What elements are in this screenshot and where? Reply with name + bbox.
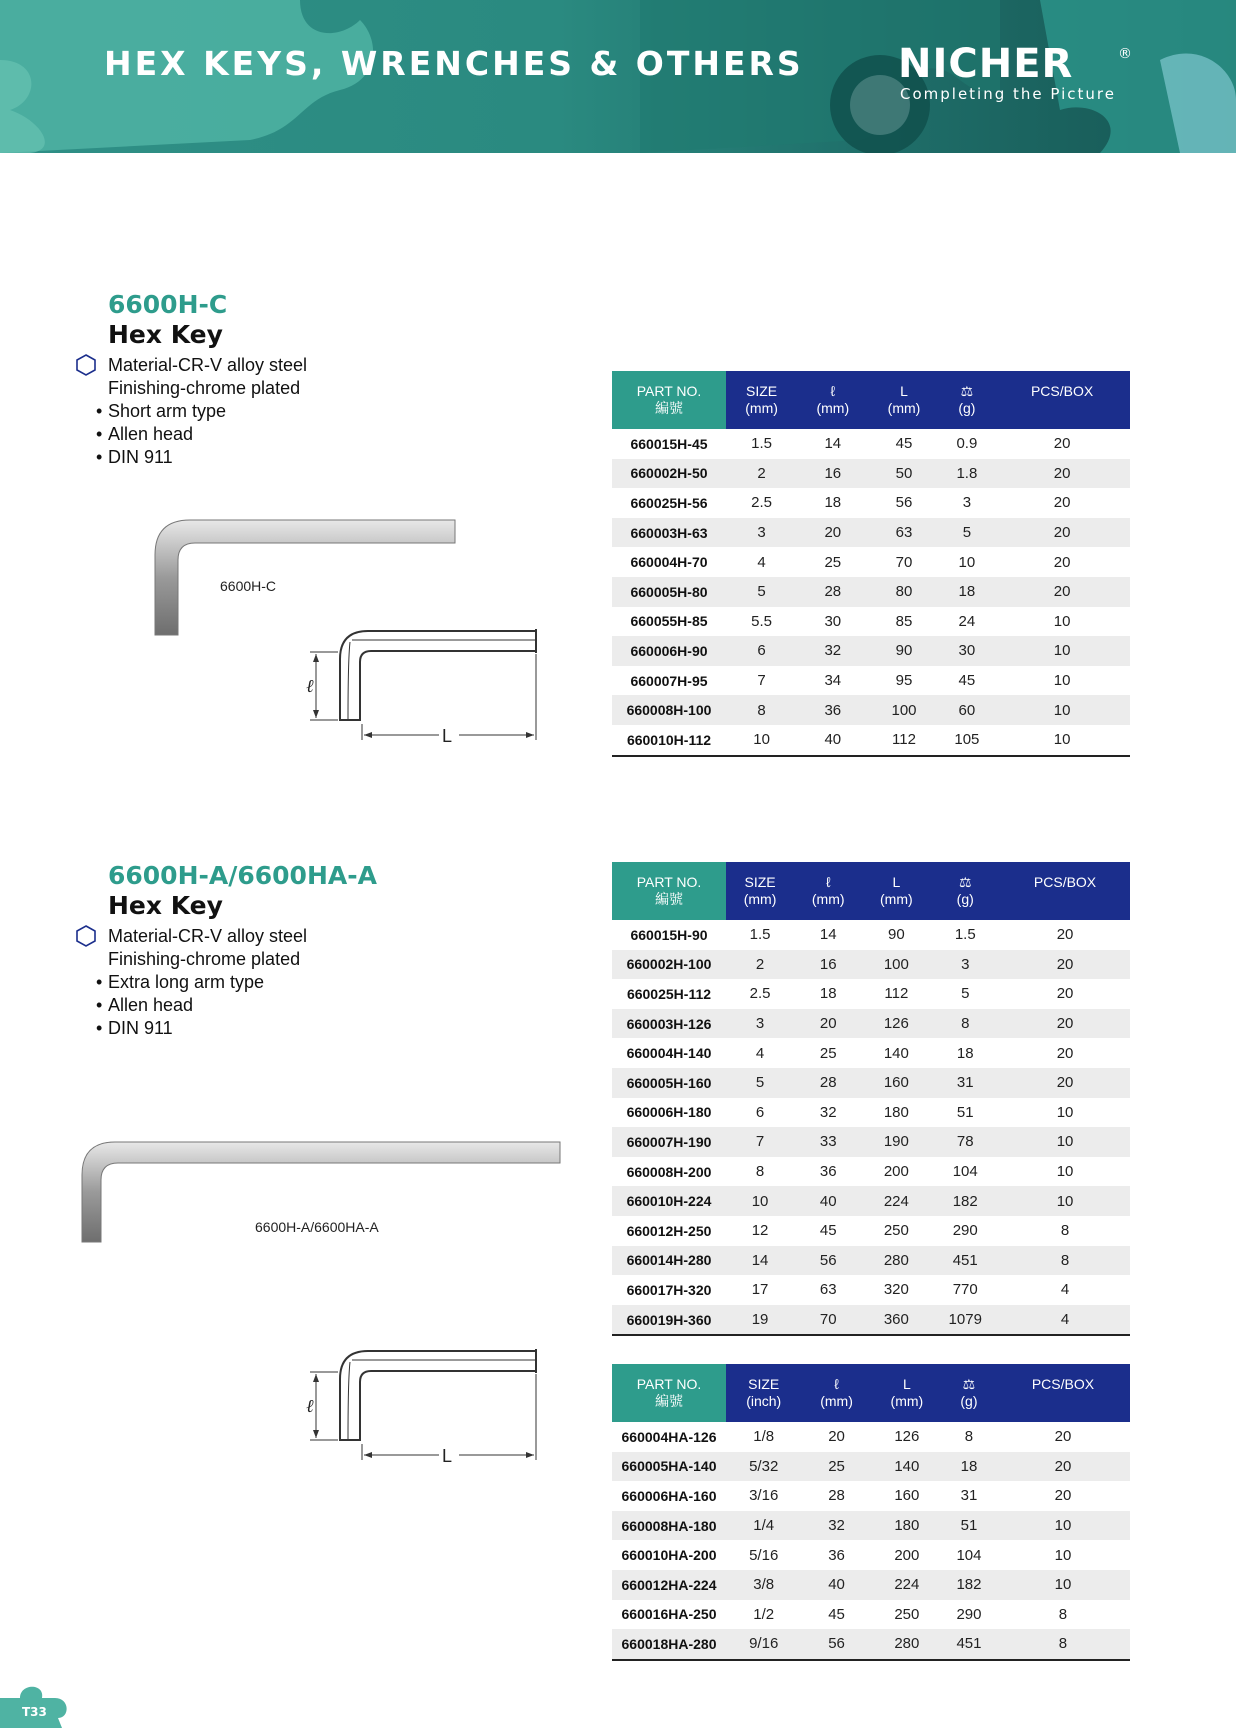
table-cell: 3/16 bbox=[749, 1487, 779, 1505]
table-cell: 2.5 bbox=[749, 985, 771, 1003]
col-partno: PART NO. 編號 bbox=[612, 371, 726, 429]
header-banner bbox=[0, 0, 1236, 153]
table-cell: 28 bbox=[794, 1068, 862, 1098]
table-row bbox=[612, 636, 1130, 666]
finishing-text: Finishing-chrome plated bbox=[108, 949, 301, 969]
table-cell: 2 bbox=[726, 950, 794, 980]
col-short-arm: ℓ (mm) bbox=[797, 371, 868, 429]
table-cell: 5 bbox=[726, 1068, 794, 1098]
table-row bbox=[612, 666, 1130, 696]
table-cell: 10 bbox=[1053, 612, 1071, 630]
spec-table-6600H-A bbox=[612, 862, 1130, 1336]
table-cell: 3/8 bbox=[726, 1570, 801, 1600]
table-cell: 14 bbox=[819, 926, 837, 944]
table-row bbox=[612, 547, 1130, 577]
part-number-cell: 660007H-95 bbox=[630, 672, 708, 689]
table-cell: 20 bbox=[996, 1452, 1130, 1482]
table-cell: 45 bbox=[895, 435, 913, 453]
table-cell: 8 bbox=[1058, 1605, 1068, 1623]
table-cell: 63 bbox=[868, 518, 939, 548]
part-number-cell: 660055H-85 bbox=[630, 613, 708, 630]
table-row bbox=[612, 1481, 1130, 1511]
table-cell: 1.5 bbox=[749, 926, 771, 944]
table-cell: 8 bbox=[930, 1009, 1000, 1039]
col-long-arm: L (mm) bbox=[862, 862, 930, 920]
table-cell: 40 bbox=[801, 1570, 871, 1600]
part-number-cell: 660025H-56 bbox=[630, 494, 708, 511]
table-cell: 180 bbox=[872, 1511, 942, 1541]
table-row bbox=[612, 1186, 1130, 1216]
part-number-cell: 660006H-90 bbox=[612, 636, 726, 666]
registered-mark: ® bbox=[1118, 46, 1132, 62]
table-cell: 32 bbox=[801, 1511, 871, 1541]
label-long-arm: L bbox=[442, 726, 453, 745]
table-cell: 10 bbox=[994, 695, 1130, 725]
col-size: SIZE (mm) bbox=[726, 371, 797, 429]
part-number-cell: 660006H-180 bbox=[626, 1104, 712, 1121]
table-cell: 10 bbox=[1056, 1163, 1074, 1181]
table-cell: 126 bbox=[894, 1428, 920, 1446]
table-cell: 85 bbox=[895, 612, 913, 630]
table-cell: 8 bbox=[964, 1428, 974, 1446]
table-row bbox=[612, 1068, 1130, 1098]
table-cell: 36 bbox=[819, 1163, 837, 1181]
table-cell: 280 bbox=[862, 1246, 930, 1276]
table-cell: 70 bbox=[794, 1305, 862, 1336]
table-cell: 451 bbox=[930, 1246, 1000, 1276]
table-cell: 45 bbox=[819, 1222, 837, 1240]
finishing-text: Finishing-chrome plated bbox=[108, 378, 301, 398]
table-row bbox=[612, 1216, 1130, 1246]
table-cell: 20 bbox=[1000, 950, 1130, 980]
table-cell: 10 bbox=[1000, 1186, 1130, 1216]
table-cell: 3 bbox=[962, 494, 972, 512]
table-cell: 290 bbox=[952, 1222, 978, 1240]
table-cell: 7 bbox=[757, 672, 766, 690]
part-number-cell: 660015H-45 bbox=[630, 435, 708, 452]
table-cell: 30 bbox=[940, 636, 995, 666]
part-number-cell: 660004H-140 bbox=[626, 1045, 712, 1062]
table-row bbox=[612, 488, 1130, 518]
table-cell: 20 bbox=[1054, 1428, 1072, 1446]
table-cell: 20 bbox=[828, 1428, 845, 1446]
table-cell: 78 bbox=[930, 1127, 1000, 1157]
table-cell: 250 bbox=[894, 1605, 920, 1623]
part-number-cell: 660016HA-250 bbox=[621, 1606, 717, 1623]
table-cell: 112 bbox=[868, 725, 939, 756]
table-cell: 10 bbox=[994, 725, 1130, 756]
table-row bbox=[612, 1570, 1130, 1600]
table-cell: 1.5 bbox=[954, 926, 976, 944]
table-cell: 10 bbox=[996, 1511, 1130, 1541]
table-cell: 20 bbox=[994, 577, 1130, 607]
table-cell: 360 bbox=[862, 1305, 930, 1336]
table-cell: 224 bbox=[872, 1570, 942, 1600]
table-cell: 320 bbox=[883, 1281, 909, 1299]
table-cell: 10 bbox=[726, 725, 797, 756]
table-row bbox=[612, 518, 1130, 548]
col-weight: ⚖ (g) bbox=[940, 371, 995, 429]
dimension-diagram-short bbox=[300, 620, 550, 745]
table-cell: 25 bbox=[801, 1452, 871, 1482]
section2-subtitle: Hex Key bbox=[108, 891, 223, 920]
section1-image-caption: 6600H-C bbox=[220, 578, 277, 594]
hexagon-icon bbox=[75, 354, 97, 376]
table-cell: 14 bbox=[824, 435, 842, 453]
table-cell: 24 bbox=[958, 612, 976, 630]
table-cell: 6 bbox=[726, 636, 797, 666]
table-cell: 34 bbox=[824, 672, 842, 690]
table-cell: 63 bbox=[819, 1281, 837, 1299]
table-cell: 25 bbox=[819, 1044, 837, 1062]
table-cell: 290 bbox=[956, 1605, 982, 1623]
table-cell: 20 bbox=[1056, 1044, 1074, 1062]
table-cell: 10 bbox=[1000, 1127, 1130, 1157]
table-cell: 5/32 bbox=[726, 1452, 801, 1482]
part-number-cell: 660008HA-180 bbox=[612, 1511, 726, 1541]
feature-item: • Extra long arm type bbox=[96, 972, 265, 992]
section1-features bbox=[96, 354, 308, 469]
table-cell: 20 bbox=[1053, 553, 1071, 571]
table-cell: 5 bbox=[961, 985, 970, 1003]
table-cell: 90 bbox=[888, 926, 905, 944]
feature-item: • DIN 911 bbox=[96, 1018, 173, 1038]
part-number-cell: 660010H-112 bbox=[612, 725, 726, 756]
table-cell: 56 bbox=[895, 494, 913, 512]
table-cell: 10 bbox=[958, 553, 976, 571]
table-cell: 19 bbox=[726, 1305, 794, 1336]
table-cell: 105 bbox=[940, 725, 995, 756]
table-cell: 28 bbox=[828, 1487, 845, 1505]
table-cell: 18 bbox=[819, 985, 837, 1003]
section1-subtitle: Hex Key bbox=[108, 320, 223, 349]
part-number-cell: 660010HA-200 bbox=[621, 1547, 717, 1564]
table-cell: 8 bbox=[726, 695, 797, 725]
table-cell: 1.8 bbox=[940, 459, 995, 489]
col-short-arm: ℓ (mm) bbox=[794, 862, 862, 920]
table-cell: 10 bbox=[726, 1186, 794, 1216]
table-cell: 45 bbox=[958, 672, 976, 690]
table-cell: 1.5 bbox=[751, 435, 773, 453]
table-cell: 10 bbox=[996, 1570, 1130, 1600]
table-cell: 200 bbox=[894, 1546, 920, 1564]
table-cell: 18 bbox=[956, 1044, 974, 1062]
table-row bbox=[612, 1422, 1130, 1452]
col-size: SIZE (inch) bbox=[726, 1364, 801, 1422]
table-cell: 4 bbox=[1060, 1281, 1070, 1299]
table-row bbox=[612, 429, 1130, 459]
col-pcs-box: PCS/BOX bbox=[994, 371, 1130, 429]
part-number-cell: 660008H-100 bbox=[612, 695, 726, 725]
table-cell: 1079 bbox=[930, 1305, 1000, 1336]
page-number: T33 bbox=[22, 1705, 47, 1719]
label-short-arm: ℓ bbox=[306, 676, 314, 697]
table-cell: 104 bbox=[956, 1546, 982, 1564]
table-cell: 140 bbox=[872, 1452, 942, 1482]
table-cell: 18 bbox=[940, 577, 995, 607]
table-cell: 4 bbox=[755, 1044, 765, 1062]
part-number-cell: 660010H-224 bbox=[612, 1186, 726, 1216]
table-cell: 45 bbox=[828, 1605, 845, 1623]
label-long-arm: L bbox=[442, 1446, 453, 1465]
table-cell: 100 bbox=[862, 950, 930, 980]
table-cell: 16 bbox=[797, 459, 868, 489]
table-cell: 10 bbox=[1053, 672, 1071, 690]
table-row bbox=[612, 1600, 1130, 1630]
table-cell: 2 bbox=[726, 459, 797, 489]
table-row bbox=[612, 695, 1130, 725]
table-cell: 250 bbox=[883, 1222, 909, 1240]
brand-tagline: Completing the Picture bbox=[900, 85, 1116, 103]
part-number-cell: 660005HA-140 bbox=[612, 1452, 726, 1482]
spec-table-6600HA-A bbox=[612, 1364, 1130, 1661]
table-cell: 5 bbox=[726, 577, 797, 607]
table-row bbox=[612, 1098, 1130, 1128]
table-cell: 160 bbox=[894, 1487, 920, 1505]
table-cell: 100 bbox=[868, 695, 939, 725]
table-cell: 30 bbox=[824, 612, 842, 630]
part-number-cell: 660008H-200 bbox=[626, 1163, 712, 1180]
table-row bbox=[612, 1305, 1130, 1336]
table-cell: 17 bbox=[751, 1281, 769, 1299]
part-number-cell: 660012H-250 bbox=[626, 1222, 712, 1239]
table-cell: 18 bbox=[824, 494, 842, 512]
table-cell: 20 bbox=[1000, 1068, 1130, 1098]
section1-model: 6600H-C bbox=[108, 290, 228, 319]
page-title: HEX KEYS, WRENCHES & OTHERS bbox=[104, 44, 804, 83]
table-cell: 20 bbox=[1053, 435, 1071, 453]
part-number-cell: 660006HA-160 bbox=[621, 1487, 717, 1504]
scale-icon: ⚖ bbox=[958, 874, 972, 890]
table-cell: 33 bbox=[794, 1127, 862, 1157]
part-number-cell: 660005H-80 bbox=[612, 577, 726, 607]
table-cell: 56 bbox=[794, 1246, 862, 1276]
table-cell: 8 bbox=[1000, 1246, 1130, 1276]
table-cell: 224 bbox=[862, 1186, 930, 1216]
table-cell: 5/16 bbox=[749, 1546, 779, 1564]
table-cell: 20 bbox=[994, 518, 1130, 548]
table-cell: 20 bbox=[1000, 1009, 1130, 1039]
table-cell: 182 bbox=[942, 1570, 996, 1600]
table-cell: 280 bbox=[872, 1629, 942, 1660]
table-cell: 40 bbox=[794, 1186, 862, 1216]
table-row bbox=[612, 920, 1130, 950]
spec-table-6600H-C bbox=[612, 371, 1130, 757]
table-row bbox=[612, 1246, 1130, 1276]
part-number-cell: 660004H-70 bbox=[630, 554, 708, 571]
hexagon-icon bbox=[75, 925, 97, 947]
table-cell: 5.5 bbox=[751, 612, 773, 630]
table-cell: 5 bbox=[940, 518, 995, 548]
table-cell: 3 bbox=[930, 950, 1000, 980]
table-cell: 0.9 bbox=[956, 435, 978, 453]
table-row bbox=[612, 1540, 1130, 1570]
table-cell: 20 bbox=[1056, 985, 1074, 1003]
table-row bbox=[612, 1127, 1130, 1157]
part-number-cell: 660012HA-224 bbox=[612, 1570, 726, 1600]
table-cell: 12 bbox=[751, 1222, 769, 1240]
table-row bbox=[612, 1511, 1130, 1541]
table-cell: 112 bbox=[884, 985, 909, 1003]
table-row bbox=[612, 607, 1130, 637]
col-pcs-box: PCS/BOX bbox=[996, 1364, 1130, 1422]
table-cell: 1/4 bbox=[726, 1511, 801, 1541]
table-cell: 36 bbox=[828, 1546, 845, 1564]
feature-item: • Allen head bbox=[96, 995, 194, 1015]
table-cell: 31 bbox=[960, 1487, 978, 1505]
part-number-cell: 660025H-112 bbox=[626, 985, 712, 1002]
col-long-arm: L (mm) bbox=[872, 1364, 942, 1422]
part-number-cell: 660017H-320 bbox=[626, 1281, 712, 1298]
section2-model: 6600H-A/6600HA-A bbox=[108, 861, 377, 890]
part-number-cell: 660002H-100 bbox=[612, 950, 726, 980]
table-cell: 95 bbox=[895, 672, 913, 690]
part-number-cell: 660002H-50 bbox=[612, 459, 726, 489]
table-cell: 8 bbox=[996, 1629, 1130, 1660]
table-cell: 40 bbox=[797, 725, 868, 756]
table-cell: 8 bbox=[1060, 1222, 1070, 1240]
table-cell: 104 bbox=[952, 1163, 978, 1181]
part-number-cell: 660003H-63 bbox=[612, 518, 726, 548]
table-cell: 20 bbox=[1053, 494, 1071, 512]
dimension-diagram-long bbox=[300, 1340, 550, 1465]
table-cell: 8 bbox=[755, 1163, 765, 1181]
table-cell: 90 bbox=[868, 636, 939, 666]
table-cell: 200 bbox=[883, 1163, 909, 1181]
material-text: Material-CR-V alloy steel bbox=[108, 926, 308, 946]
table-row bbox=[612, 1157, 1130, 1187]
table-cell: 9/16 bbox=[726, 1629, 801, 1660]
table-row bbox=[612, 577, 1130, 607]
table-cell: 50 bbox=[868, 459, 939, 489]
table-cell: 3 bbox=[726, 1009, 794, 1039]
label-short-arm: ℓ bbox=[306, 1396, 314, 1417]
table-cell: 51 bbox=[956, 1103, 974, 1121]
table-cell: 126 bbox=[862, 1009, 930, 1039]
table-cell: 56 bbox=[801, 1629, 871, 1660]
table-row bbox=[612, 1009, 1130, 1039]
table-cell: 32 bbox=[819, 1103, 837, 1121]
table-cell: 770 bbox=[952, 1281, 978, 1299]
col-short-arm: ℓ (mm) bbox=[801, 1364, 871, 1422]
material-text: Material-CR-V alloy steel bbox=[108, 355, 308, 375]
table-cell: 28 bbox=[797, 577, 868, 607]
table-cell: 20 bbox=[994, 459, 1130, 489]
col-size: SIZE (mm) bbox=[726, 862, 794, 920]
section2-features bbox=[96, 925, 308, 1040]
part-number-cell: 660004HA-126 bbox=[621, 1428, 717, 1445]
table-cell: 160 bbox=[862, 1068, 930, 1098]
feature-item: • Allen head bbox=[96, 424, 194, 444]
col-weight: ⚖ (g) bbox=[930, 862, 1000, 920]
table-cell: 80 bbox=[868, 577, 939, 607]
part-number-cell: 660014H-280 bbox=[612, 1246, 726, 1276]
col-partno: PART NO. 編號 bbox=[612, 862, 726, 920]
table-cell: 451 bbox=[942, 1629, 996, 1660]
part-number-cell: 660015H-90 bbox=[630, 926, 708, 943]
col-long-arm: L (mm) bbox=[868, 371, 939, 429]
table-cell: 20 bbox=[797, 518, 868, 548]
table-row bbox=[612, 459, 1130, 489]
table-cell: 14 bbox=[726, 1246, 794, 1276]
part-number-cell: 660007H-190 bbox=[612, 1127, 726, 1157]
table-cell: 1/2 bbox=[753, 1605, 775, 1623]
table-cell: 2.5 bbox=[751, 494, 773, 512]
table-cell: 51 bbox=[942, 1511, 996, 1541]
table-cell: 31 bbox=[930, 1068, 1000, 1098]
part-number-cell: 660005H-160 bbox=[612, 1068, 726, 1098]
table-cell: 20 bbox=[1056, 926, 1074, 944]
scale-icon: ⚖ bbox=[962, 1376, 976, 1392]
table-row bbox=[612, 1452, 1130, 1482]
scale-icon: ⚖ bbox=[960, 383, 974, 399]
table-cell: 60 bbox=[940, 695, 995, 725]
table-cell: 70 bbox=[895, 553, 913, 571]
table-row bbox=[612, 1038, 1130, 1068]
table-row bbox=[612, 1275, 1130, 1305]
feature-item: • DIN 911 bbox=[96, 447, 173, 467]
table-cell: 182 bbox=[930, 1186, 1000, 1216]
table-cell: 140 bbox=[883, 1044, 909, 1062]
table-cell: 20 bbox=[1054, 1487, 1072, 1505]
table-cell: 36 bbox=[797, 695, 868, 725]
col-partno: PART NO. 編號 bbox=[612, 1364, 726, 1422]
table-cell: 18 bbox=[942, 1452, 996, 1482]
table-row bbox=[612, 950, 1130, 980]
table-cell: 10 bbox=[1054, 1546, 1072, 1564]
table-cell: 6 bbox=[755, 1103, 765, 1121]
table-cell: 16 bbox=[794, 950, 862, 980]
table-cell: 4 bbox=[757, 553, 766, 571]
table-cell: 25 bbox=[824, 553, 842, 571]
table-row bbox=[612, 725, 1130, 756]
table-cell: 180 bbox=[883, 1103, 909, 1121]
table-cell: 10 bbox=[1056, 1103, 1074, 1121]
brand-logo: NICHER bbox=[898, 41, 1074, 87]
part-number-cell: 660019H-360 bbox=[612, 1305, 726, 1336]
table-cell: 10 bbox=[994, 636, 1130, 666]
table-cell: 1/8 bbox=[753, 1428, 775, 1446]
table-cell: 190 bbox=[862, 1127, 930, 1157]
part-number-cell: 660018HA-280 bbox=[612, 1629, 726, 1660]
col-weight: ⚖ (g) bbox=[942, 1364, 996, 1422]
table-row bbox=[612, 1629, 1130, 1660]
part-number-cell: 660003H-126 bbox=[612, 1009, 726, 1039]
table-row bbox=[612, 979, 1130, 1009]
table-cell: 7 bbox=[726, 1127, 794, 1157]
feature-item: • Short arm type bbox=[96, 401, 227, 421]
table-cell: 32 bbox=[797, 636, 868, 666]
section2-image-caption: 6600H-A/6600HA-A bbox=[255, 1219, 379, 1235]
table-cell: 20 bbox=[794, 1009, 862, 1039]
col-pcs-box: PCS/BOX bbox=[1000, 862, 1130, 920]
table-cell: 3 bbox=[726, 518, 797, 548]
table-cell: 4 bbox=[1000, 1305, 1130, 1336]
